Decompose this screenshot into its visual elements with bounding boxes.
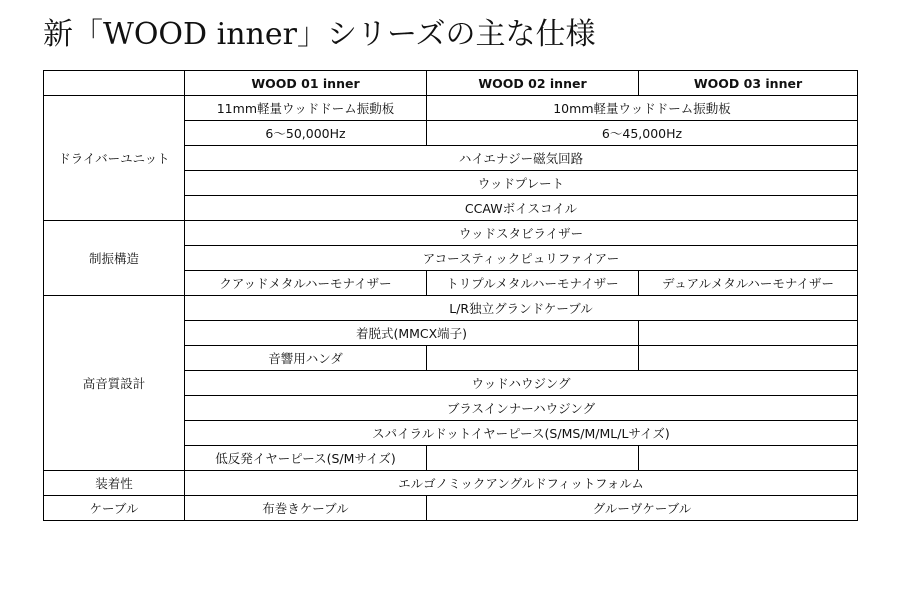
cell-diaphragm-01: 11mm軽量ウッドドーム振動板: [185, 96, 427, 121]
cell-harmonizer-02: トリプルメタルハーモナイザー: [427, 271, 639, 296]
cell-frequency-02-03: 6〜45,000Hz: [427, 121, 858, 146]
cell-low-rebound-eartips: 低反発イヤーピース(S/Mサイズ): [185, 446, 427, 471]
category-cable: ケーブル: [44, 496, 185, 521]
table-row: [44, 471, 858, 496]
spec-table: [43, 70, 858, 521]
cell-solder-02-empty: [427, 346, 639, 371]
cell-wood-housing: ウッドハウジング: [185, 371, 858, 396]
cell-cable-02-03: グルーヴケーブル: [427, 496, 858, 521]
cell-low-rebound-03-empty: [639, 446, 858, 471]
cell-fit-form: エルゴノミックアングルドフィットフォルム: [185, 471, 858, 496]
cell-low-rebound-02-empty: [427, 446, 639, 471]
cell-harmonizer-01: クアッドメタルハーモナイザー: [185, 271, 427, 296]
page-title: 新「WOOD inner」シリーズの主な仕様: [43, 17, 596, 52]
table-row: [44, 96, 858, 121]
cell-solder-01: 音響用ハンダ: [185, 346, 427, 371]
cell-spiral-eartips: スパイラルドットイヤーピース(S/MS/M/ML/Lサイズ): [185, 421, 858, 446]
cell-wood-stabilizer: ウッドスタビライザー: [185, 221, 858, 246]
cell-detachable-03-empty: [639, 321, 858, 346]
cell-solder-03-empty: [639, 346, 858, 371]
table-header-row: [44, 71, 858, 96]
category-fit: 装着性: [44, 471, 185, 496]
cell-detachable-mmcx: 着脱式(MMCX端子): [185, 321, 639, 346]
cell-harmonizer-03: デュアルメタルハーモナイザー: [639, 271, 858, 296]
cell-ground-cable: L/R独立グランドケーブル: [185, 296, 858, 321]
cell-frequency-01: 6〜50,000Hz: [185, 121, 427, 146]
category-sound-design: 高音質設計: [44, 296, 185, 471]
header-wood03: WOOD 03 inner: [639, 71, 858, 96]
table-row: [44, 221, 858, 246]
category-driver-unit: ドライバーユニット: [44, 96, 185, 221]
cell-magnetic-circuit: ハイエナジー磁気回路: [185, 146, 858, 171]
cell-voice-coil: CCAWボイスコイル: [185, 196, 858, 221]
header-wood01: WOOD 01 inner: [185, 71, 427, 96]
cell-brass-housing: ブラスインナーハウジング: [185, 396, 858, 421]
cell-wood-plate: ウッドプレート: [185, 171, 858, 196]
cell-diaphragm-02-03: 10mm軽量ウッドドーム振動板: [427, 96, 858, 121]
table-row: [44, 296, 858, 321]
category-damping: 制振構造: [44, 221, 185, 296]
cell-acoustic-purifier: アコースティックピュリファイアー: [185, 246, 858, 271]
cell-cable-01: 布巻きケーブル: [185, 496, 427, 521]
table-row: [44, 496, 858, 521]
header-corner-cell: [44, 71, 185, 96]
header-wood02: WOOD 02 inner: [427, 71, 639, 96]
